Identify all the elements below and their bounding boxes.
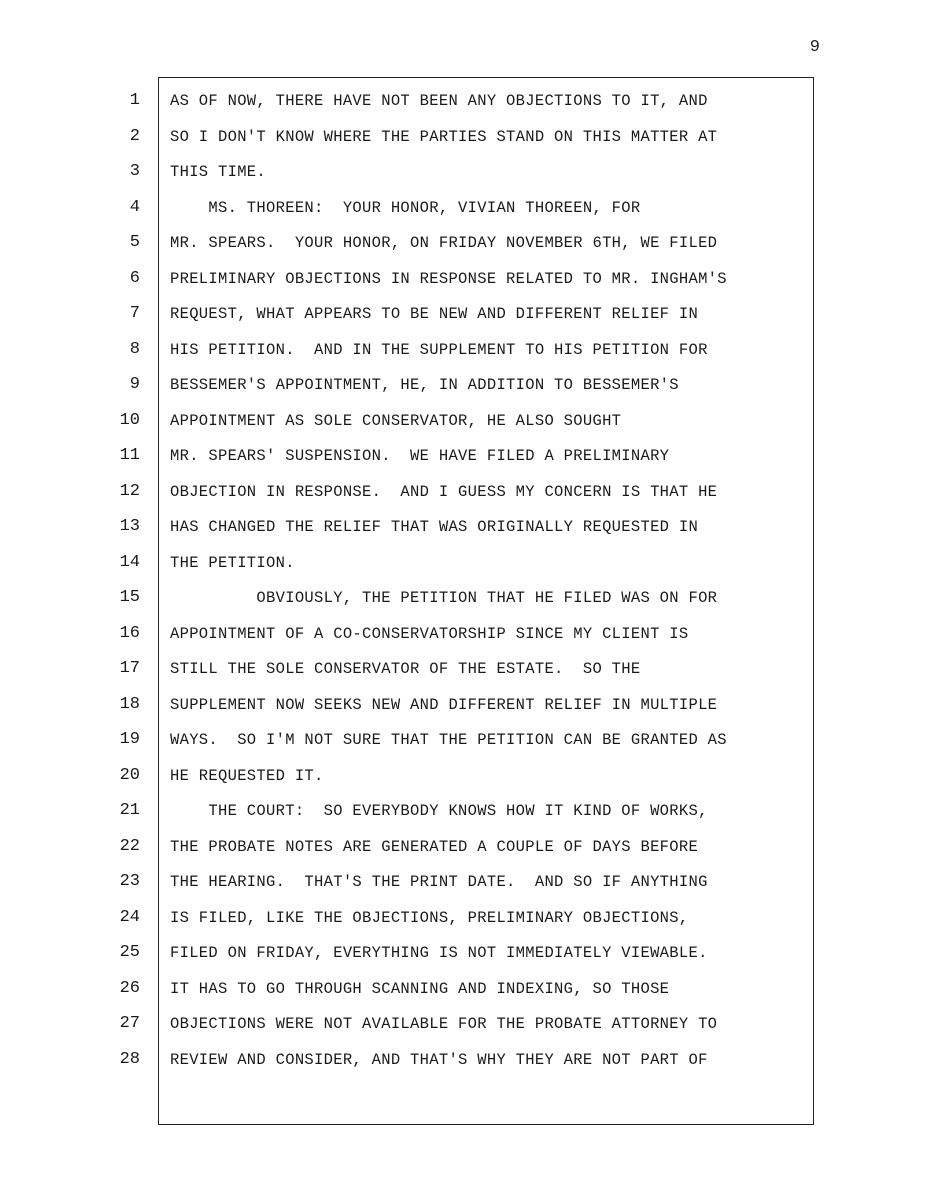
transcript-line: OBJECTION IN RESPONSE. AND I GUESS MY CONCERN IS THAT HE: [170, 482, 718, 501]
line-number: 22: [119, 836, 140, 856]
transcript-line: HIS PETITION. AND IN THE SUPPLEMENT TO HIS PETITION FOR: [170, 340, 708, 359]
transcript-line: WAYS. SO I'M NOT SURE THAT THE PETITION CAN BE GRANTED AS: [170, 731, 727, 749]
transcript-line: PRELIMINARY OBJECTIONS IN RESPONSE RELATED TO MR. INGHAM'S: [170, 269, 727, 288]
transcript-line: MR. SPEARS. YOUR HONOR, ON FRIDAY NOVEMBER 6TH, WE FILED: [170, 234, 718, 252]
line-number: 21: [119, 801, 140, 820]
transcript-line: APPOINTMENT OF A CO-CONSERVATORSHIP SINCE MY CLIENT IS: [170, 624, 689, 643]
line-number: 1: [129, 91, 140, 110]
transcript-text: [170, 86, 810, 1080]
line-number: 10: [119, 410, 140, 430]
line-number: 15: [119, 588, 140, 607]
transcript-line: BESSEMER'S APPOINTMENT, HE, IN ADDITION TO BESSEMER'S: [170, 376, 679, 394]
line-number: 23: [119, 872, 140, 891]
line-number: 19: [119, 730, 140, 749]
transcript-line: REQUEST, WHAT APPEARS TO BE NEW AND DIFFERENT RELIEF IN: [170, 305, 699, 323]
transcript-line: MS. THOREEN: YOUR HONOR, VIVIAN THOREEN, FOR: [170, 198, 641, 217]
line-number: 13: [119, 517, 140, 536]
line-number: 11: [119, 446, 140, 465]
line-number: 26: [119, 978, 140, 998]
line-number: 18: [119, 694, 140, 714]
transcript-line: HAS CHANGED THE RELIEF THAT WAS ORIGINALLY REQUESTED IN: [170, 518, 699, 536]
transcript-line: AS OF NOW, THERE HAVE NOT BEEN ANY OBJECTIONS TO IT, AND: [170, 92, 708, 110]
line-number: 16: [119, 623, 140, 643]
transcript-line: HE REQUESTED IT.: [170, 766, 324, 785]
transcript-line: THE COURT: SO EVERYBODY KNOWS HOW IT KIND OF WORKS,: [170, 802, 708, 820]
transcript-line: THE HEARING. THAT'S THE PRINT DATE. AND SO IF ANYTHING: [170, 873, 708, 891]
line-number: 28: [119, 1049, 140, 1069]
transcript-line: OBVIOUSLY, THE PETITION THAT HE FILED WAS ON FOR: [170, 589, 718, 607]
line-number: 5: [129, 233, 140, 252]
transcript-line: IS FILED, LIKE THE OBJECTIONS, PRELIMINARY OBJECTIONS,: [170, 908, 689, 927]
line-number: 20: [119, 765, 140, 785]
transcript-line: THE PETITION.: [170, 553, 295, 572]
transcript-line: THIS TIME.: [170, 163, 267, 181]
line-number: 3: [129, 162, 140, 181]
transcript-line: THE PROBATE NOTES ARE GENERATED A COUPLE OF DAYS BEFORE: [170, 837, 699, 856]
transcript-line: FILED ON FRIDAY, EVERYTHING IS NOT IMMEDIATELY VIEWABLE.: [170, 944, 708, 962]
line-number: 25: [119, 943, 140, 962]
line-number: 12: [119, 481, 140, 501]
transcript-line: SUPPLEMENT NOW SEEKS NEW AND DIFFERENT RELIEF IN MULTIPLE: [170, 695, 718, 714]
line-number: 2: [129, 126, 140, 146]
line-number: 9: [129, 375, 140, 394]
line-number: 24: [119, 907, 140, 927]
line-number: 14: [119, 552, 140, 572]
transcript-line: OBJECTIONS WERE NOT AVAILABLE FOR THE PROBATE ATTORNEY TO: [170, 1015, 718, 1033]
transcript-line: STILL THE SOLE CONSERVATOR OF THE ESTATE. SO THE: [170, 660, 641, 678]
line-number: 17: [119, 659, 140, 678]
line-number: 6: [129, 268, 140, 288]
transcript-line: MR. SPEARS' SUSPENSION. WE HAVE FILED A PRELIMINARY: [170, 447, 670, 465]
page-number: 9: [809, 38, 820, 57]
transcript-line: SO I DON'T KNOW WHERE THE PARTIES STAND ON THIS MATTER AT: [170, 127, 718, 146]
line-number-column: [100, 86, 140, 1080]
line-number: 4: [129, 197, 140, 217]
transcript-line: REVIEW AND CONSIDER, AND THAT'S WHY THEY ARE NOT PART OF: [170, 1050, 708, 1069]
line-number: 8: [129, 339, 140, 359]
transcript-line: IT HAS TO GO THROUGH SCANNING AND INDEXING, SO THOSE: [170, 979, 670, 998]
transcript-line: APPOINTMENT AS SOLE CONSERVATOR, HE ALSO SOUGHT: [170, 411, 622, 430]
line-number: 27: [119, 1014, 140, 1033]
line-number: 7: [129, 304, 140, 323]
